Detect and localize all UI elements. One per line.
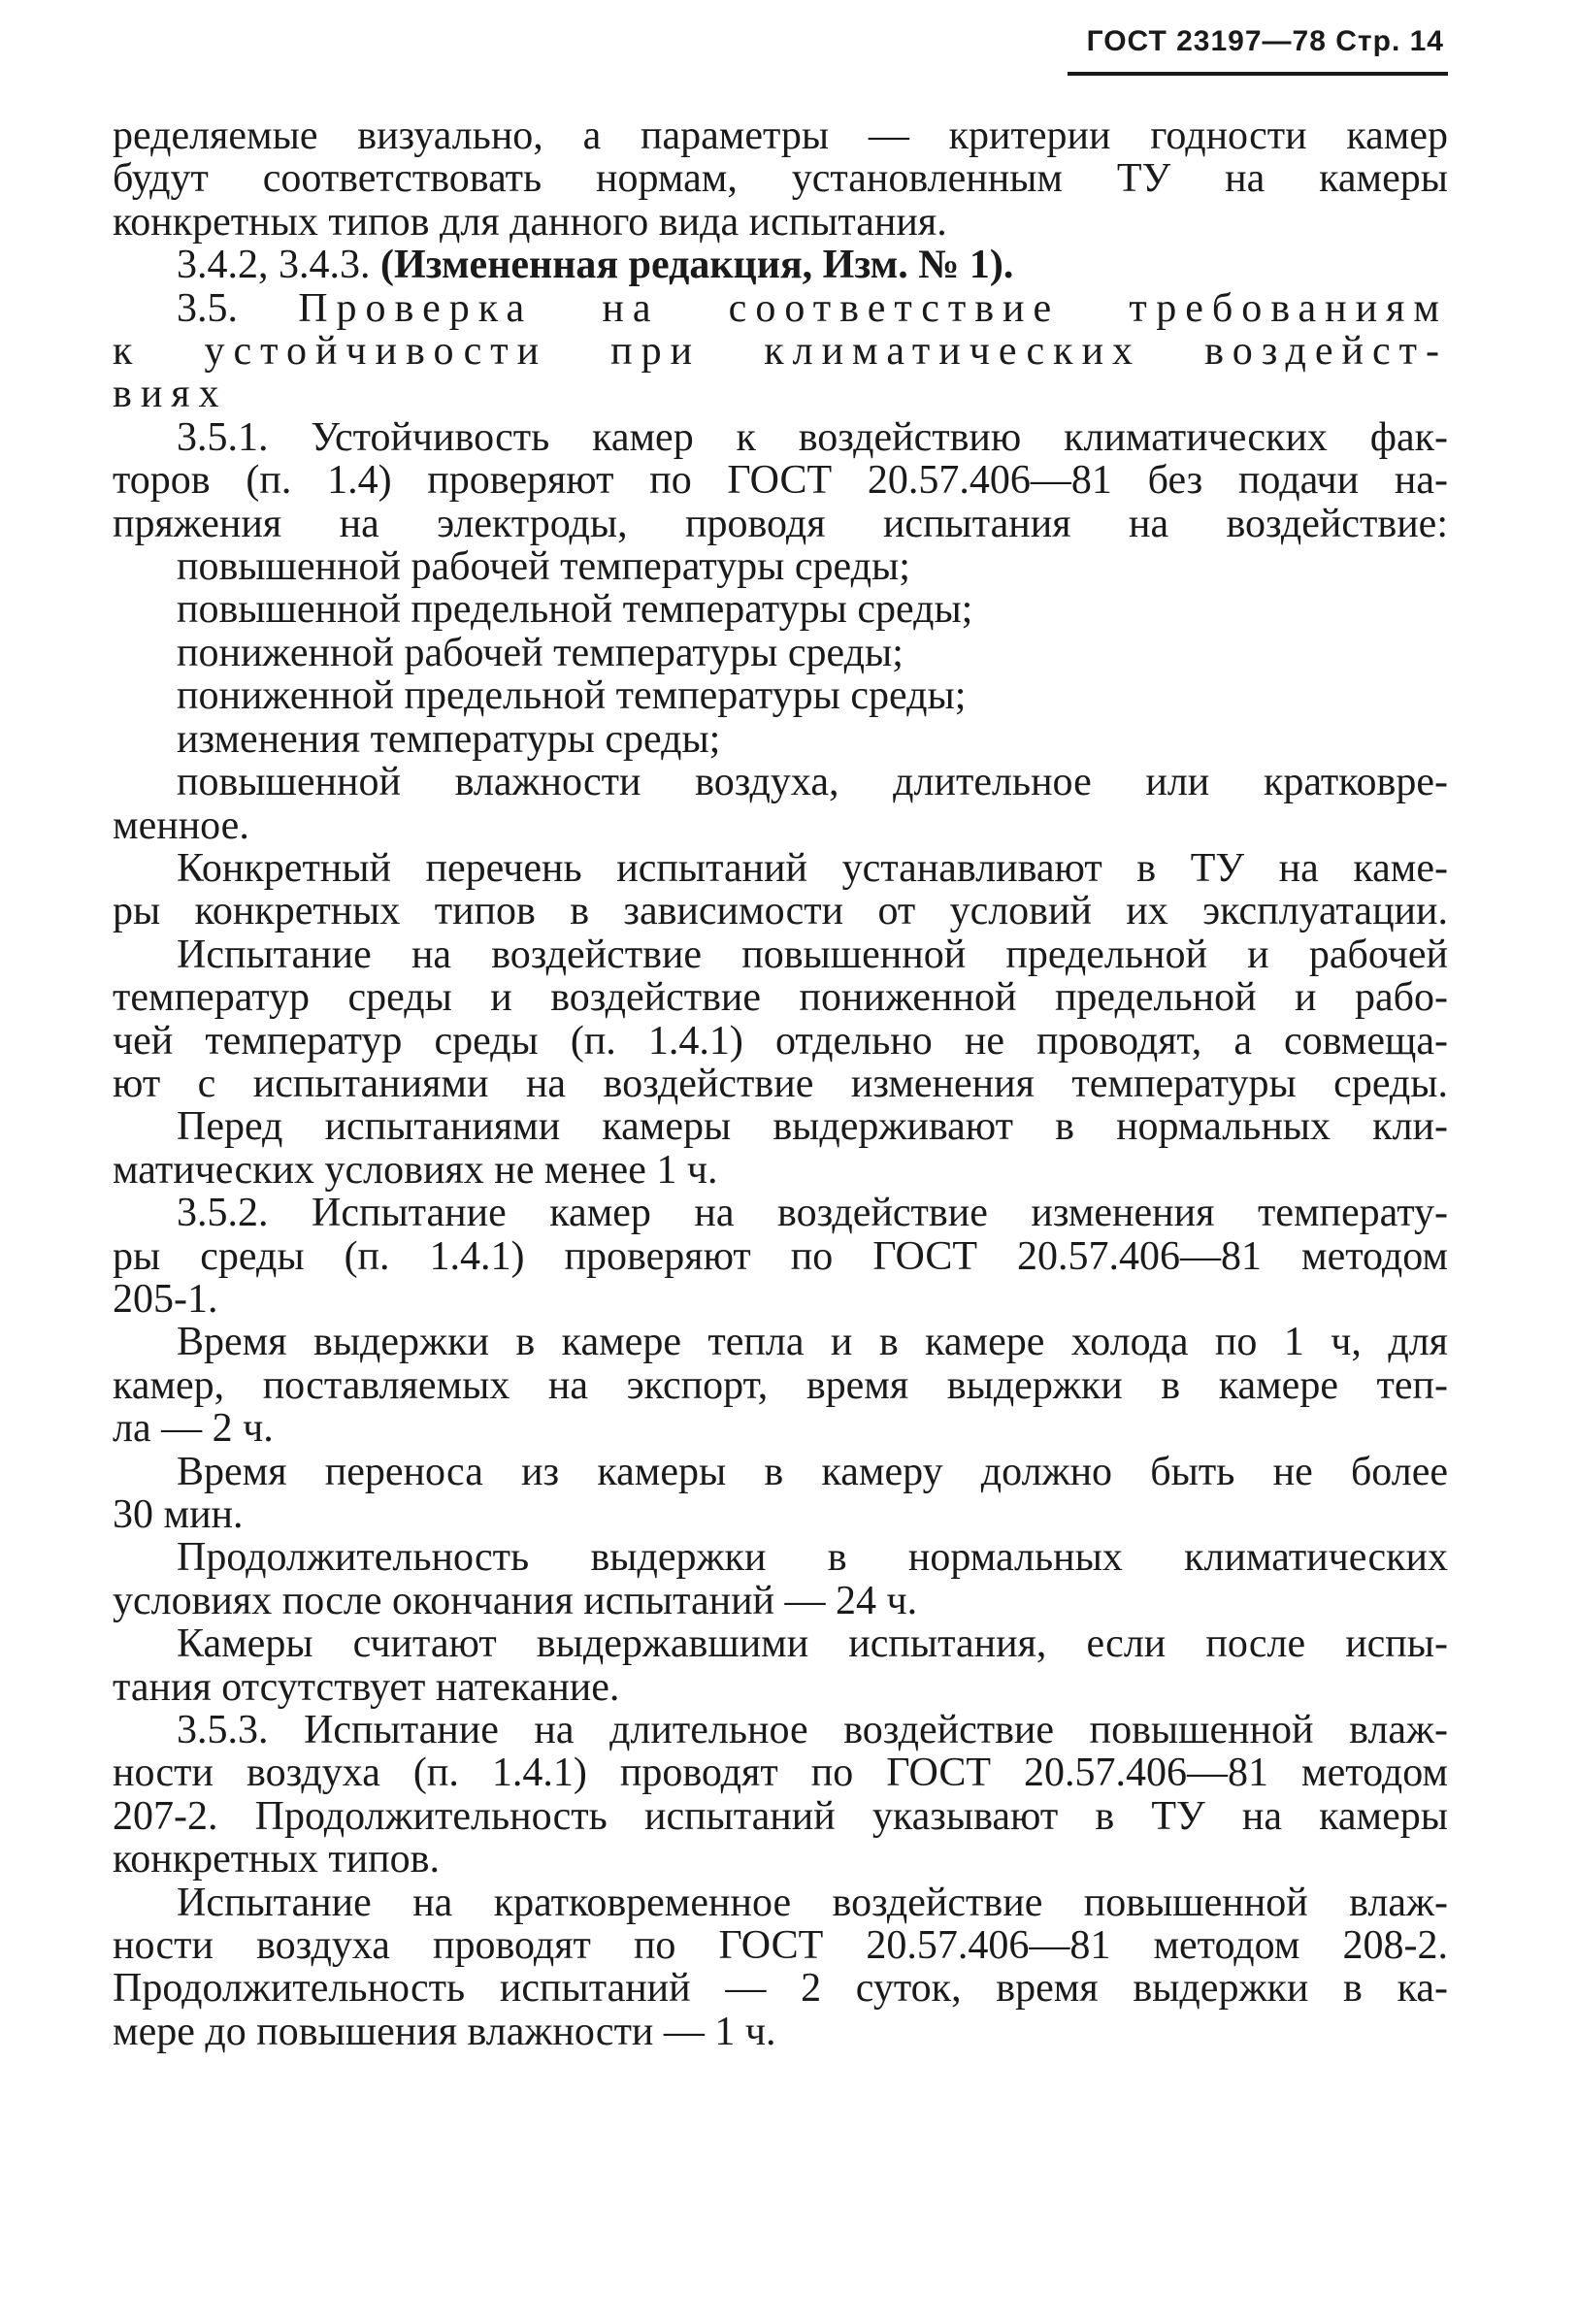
page-header	[1087, 25, 1444, 58]
list-item: изменения температуры среды;	[177, 716, 721, 762]
paragraph	[113, 1321, 1448, 1450]
list-item: повышенной влажности воздуха, длительное или кратковре-	[177, 760, 1448, 805]
section-title: Проверка на соответствие требованиям	[298, 285, 1449, 331]
text-line: матических условиях не менее 1 ч.	[113, 1147, 718, 1193]
text-line: ры среды (п. 1.4.1) проверяют по ГОСТ 20.57.406—81 методом	[113, 1233, 1448, 1279]
paragraph	[113, 1882, 1448, 2054]
text-line: условиях после окончания испытаний — 24 ч.	[113, 1578, 918, 1623]
clause-3-5-1	[113, 416, 1448, 847]
text-line: 3.5.1. Устойчивость камер к воздействию климатических фак-	[177, 414, 1448, 460]
text-line: будут соответствовать нормам, установленным ТУ на камеры	[113, 156, 1448, 202]
text-line: Конкретный перечень испытаний устанавливают в ТУ на каме-	[177, 845, 1448, 891]
section-heading-3-5	[113, 287, 1448, 416]
text-line: Продолжительность выдержки в нормальных климатических	[177, 1535, 1448, 1581]
text-line: Продолжительность испытаний — 2 суток, время выдержки в ка-	[113, 1966, 1448, 2012]
list-item: повышенной рабочей температуры среды;	[177, 544, 910, 590]
document-body	[113, 115, 1448, 2053]
text-line: 30 мин.	[113, 1492, 244, 1537]
list-item: пониженной рабочей температуры среды;	[177, 630, 904, 675]
text-line: Камеры считают выдержавшими испытания, если после испы-	[177, 1621, 1448, 1667]
text-line: торов (п. 1.4) проверяют по ГОСТ 20.57.406—81 без подачи на-	[113, 458, 1448, 504]
paragraph	[113, 1451, 1448, 1537]
header-rule	[1068, 72, 1448, 76]
text-line: ределяемые визуально, а параметры — критерии годности камер	[113, 114, 1448, 158]
paragraph	[113, 1105, 1448, 1192]
text-line: 205-1.	[113, 1276, 218, 1322]
text-line: ют с испытаниями на воздействие изменения температуры среды.	[113, 1061, 1448, 1106]
page-number: Стр. 14	[1335, 25, 1444, 57]
paragraph	[113, 1536, 1448, 1622]
text-line: камер, поставляемых на экспорт, время выдержки в камере теп-	[113, 1362, 1448, 1408]
heading-line: виях	[113, 372, 228, 417]
text-line: Испытание на кратковременное воздействие повышенной влаж-	[177, 1880, 1448, 1925]
paragraph-continuation	[113, 115, 1448, 244]
text-line: температур среды и воздействие пониженной предельной и рабо-	[113, 975, 1448, 1021]
paragraph-amendment	[113, 244, 1448, 286]
text-line: пряжения на электроды, проводя испытания на воздействие:	[113, 501, 1448, 546]
list-item: повышенной предельной температуры среды;	[177, 587, 973, 633]
heading-line	[177, 287, 1448, 330]
text-line: тания отсутствует натекание.	[113, 1664, 620, 1710]
text-line: конкретных типов для данного вида испытания.	[113, 199, 947, 245]
standard-number: ГОСТ 23197—78	[1086, 25, 1327, 57]
text-line: Время переноса из камеры в камеру должно быть не более	[177, 1449, 1448, 1494]
text-line: Перед испытаниями камеры выдерживают в нормальных кли-	[177, 1104, 1448, 1150]
text-line: Время выдержки в камере тепла и в камере холода по 1 ч, для	[177, 1320, 1448, 1365]
clause-3-5-2	[113, 1192, 1448, 1321]
text-line: 3.5.3. Испытание на длительное воздействие повышенной влаж-	[177, 1708, 1448, 1753]
text-line: ры конкретных типов в зависимости от условий их эксплуатации.	[113, 889, 1448, 934]
list-item: пониженной предельной температуры среды;	[177, 673, 967, 719]
clause-numbers: 3.4.2, 3.4.3.	[177, 243, 371, 288]
text-line: 207-2. Продолжительность испытаний указывают в ТУ на камеры	[113, 1793, 1448, 1839]
section-number: 3.5.	[177, 285, 238, 331]
heading-line: к устойчивости при климатических воздейст-	[113, 329, 1448, 375]
amendment-line	[177, 244, 1448, 286]
text-line: 3.5.2. Испытание камер на воздействие изменения температу-	[177, 1191, 1448, 1236]
paragraph	[113, 847, 1448, 933]
text-line: мере до повышения влажности — 1 ч.	[113, 2009, 776, 2054]
text-line: Испытание на воздействие повышенной предельной и рабочей	[177, 932, 1448, 977]
text-line: чей температур среды (п. 1.4.1) отдельно не проводят, а совмеща-	[113, 1018, 1448, 1064]
paragraph	[113, 1622, 1448, 1709]
text-line: ности воздуха проводят по ГОСТ 20.57.406—81 методом 208-2.	[113, 1923, 1448, 1969]
text-line: конкретных типов.	[113, 1837, 440, 1882]
text-line: ности воздуха (п. 1.4.1) проводят по ГОСТ 20.57.406—81 методом	[113, 1751, 1448, 1796]
list-item: менное.	[113, 802, 249, 848]
clause-3-5-3	[113, 1709, 1448, 1882]
text-line: ла — 2 ч.	[113, 1406, 274, 1452]
amendment-note: (Измененная редакция, Изм. № 1).	[380, 243, 1014, 288]
paragraph	[113, 933, 1448, 1106]
